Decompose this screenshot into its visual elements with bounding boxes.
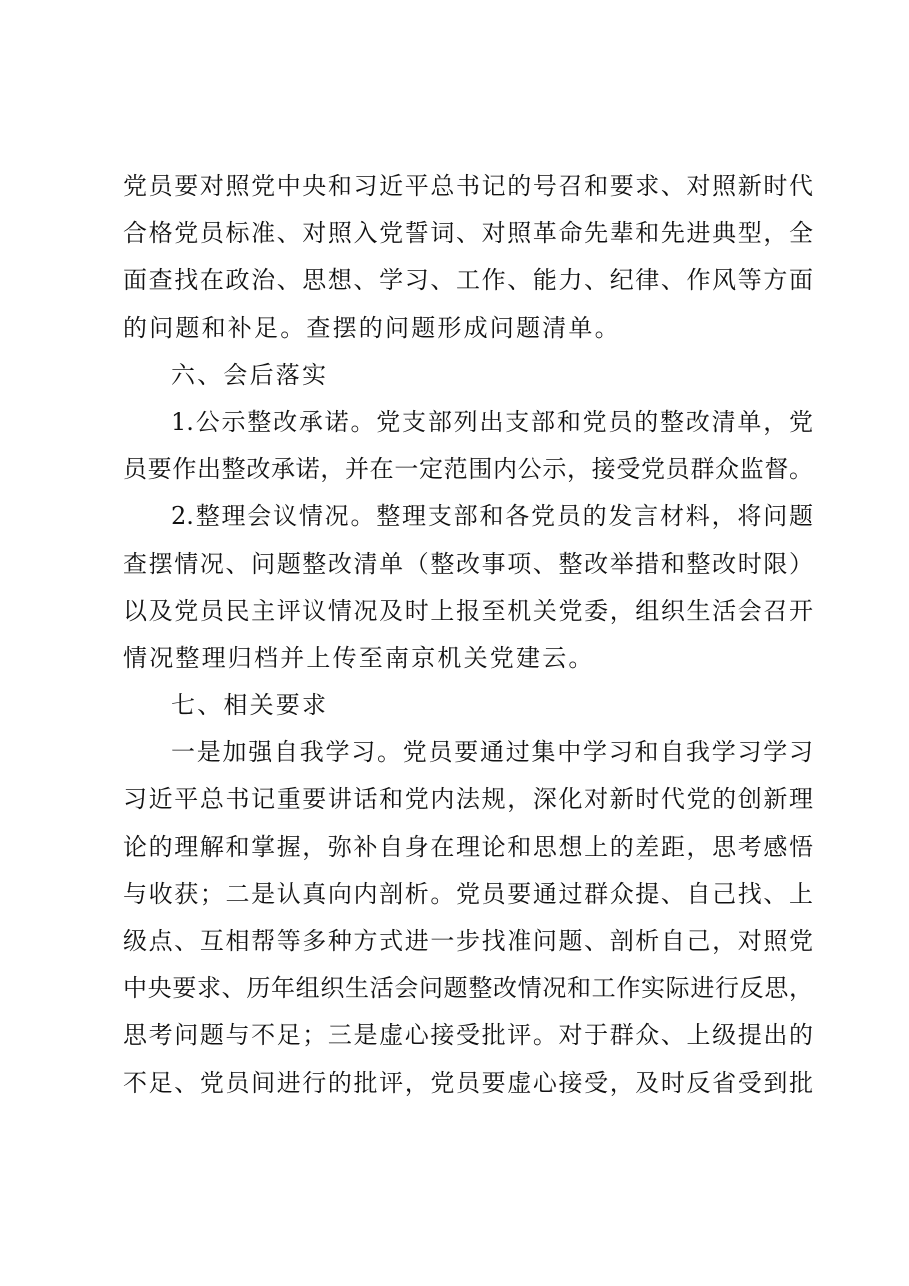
text-line: 情况整理归档并上传至南京机关党建云。 — [123, 643, 595, 672]
text-line: 思考问题与不足；三是虚心接受批评。对于群众、上级提出的 — [123, 1021, 813, 1050]
body-text — [123, 163, 813, 1107]
text-line: 党员要对照党中央和习近平总书记的号召和要求、对照新时代 — [123, 172, 813, 200]
text-line: 论的理解和掌握，弥补自身在理论和思想上的差距，思考感悟 — [123, 832, 813, 861]
text-line: 不足、党员间进行的批评，党员要虚心接受，及时反省受到批 — [123, 1068, 813, 1097]
text-line: 2.整理会议情况。整理支部和各党员的发言材料，将问题 — [171, 502, 813, 531]
text-line: 七、相关要求 — [171, 691, 329, 720]
text-line: 习近平总书记重要讲话和党内法规，深化对新时代党的创新理 — [123, 785, 813, 814]
text-line: 与收获；二是认真向内剖析。党员要通过群众提、自己找、上 — [123, 879, 813, 908]
text-line: 员要作出整改承诺，并在一定范围内公示，接受党员群众监督。 — [123, 455, 813, 484]
text-line: 查摆情况、问题整改清单（整改事项、整改举措和整改时限） — [123, 549, 813, 578]
text-line: 1.公示整改承诺。党支部列出支部和党员的整改清单，党 — [171, 407, 813, 436]
text-line: 面查找在政治、思想、学习、工作、能力、纪律、作风等方面 — [123, 266, 813, 295]
text-line: 合格党员标准、对照入党誓词、对照革命先辈和先进典型，全 — [123, 219, 813, 248]
text-line: 一是加强自我学习。党员要通过集中学习和自我学习学习 — [171, 738, 813, 767]
text-line: 中央要求、历年组织生活会问题整改情况和工作实际进行反思， — [123, 974, 813, 1003]
text-line: 六、会后落实 — [171, 360, 329, 389]
text-line: 以及党员民主评议情况及时上报至机关党委，组织生活会召开 — [123, 596, 813, 625]
text-line: 级点、互相帮等多种方式进一步找准问题、剖析自己，对照党 — [123, 927, 813, 955]
text-line: 的问题和补足。查摆的问题形成问题清单。 — [123, 313, 621, 342]
